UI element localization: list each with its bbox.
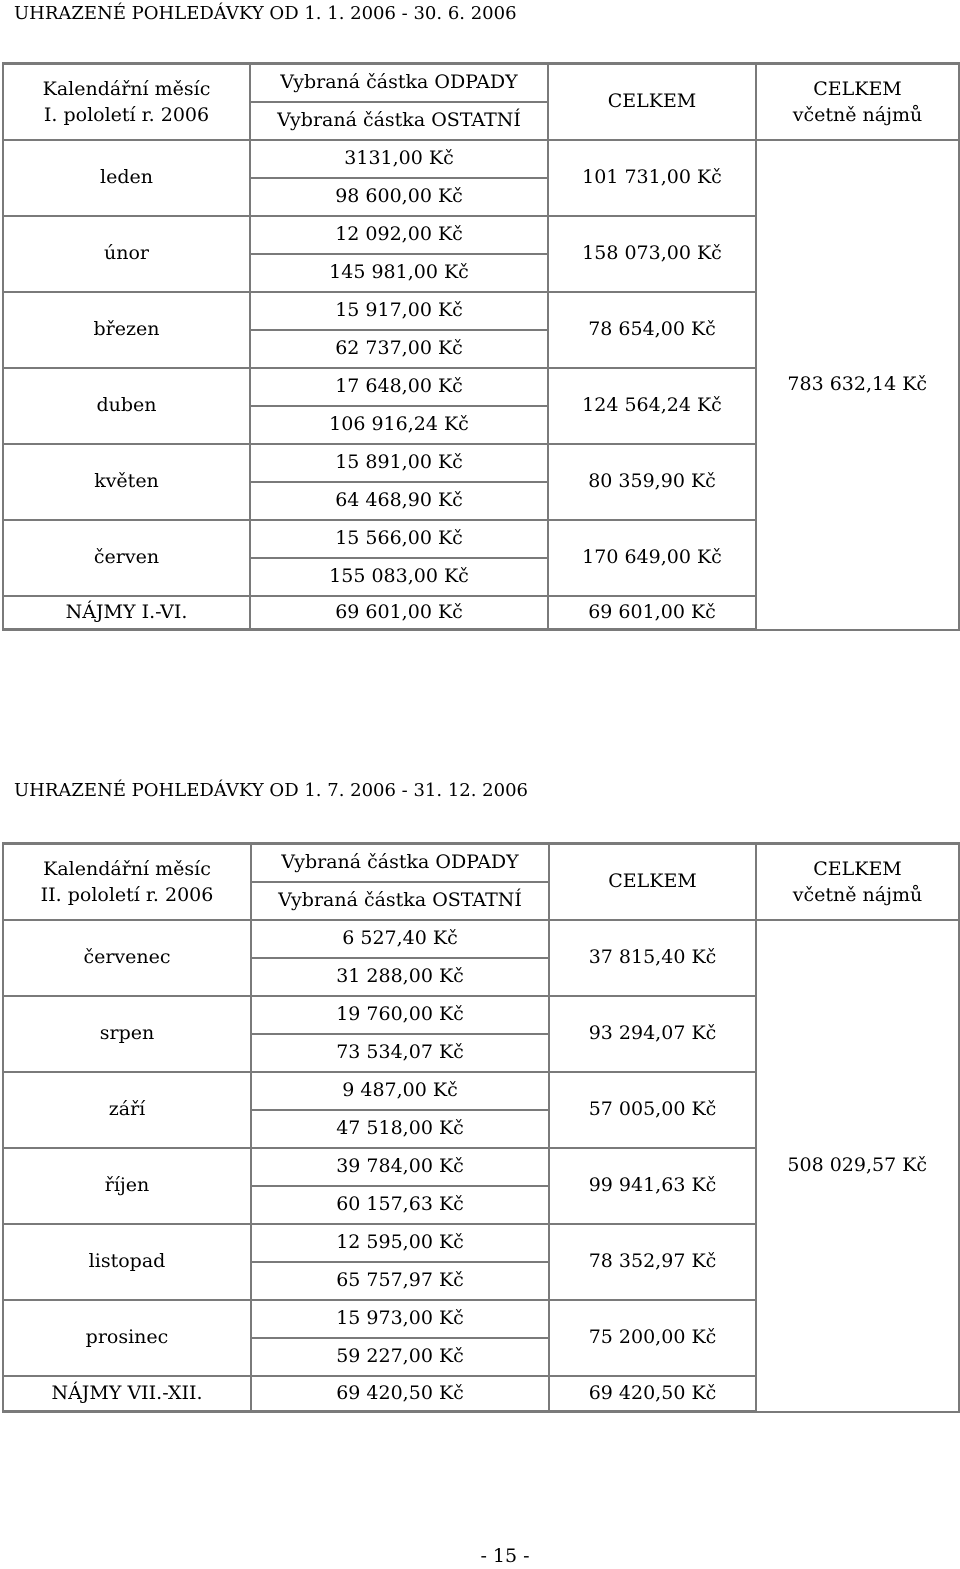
month-header-line1: Kalendářní měsíc (43, 857, 211, 880)
month-cell: duben (3, 368, 250, 444)
section-heading: UHRAZENÉ POHLEDÁVKY OD 1. 1. 2006 - 30. 6. 2006 (14, 3, 517, 24)
celkem-najmu-line2: včetně nájmů (792, 103, 923, 126)
celkem-najmu-header (756, 64, 959, 140)
month-cell: listopad (3, 1224, 251, 1300)
month-header-line2: I. pololetí r. 2006 (43, 103, 210, 126)
odpady-cell: 19 760,00 Kč (251, 996, 549, 1034)
ostatni-cell: 59 227,00 Kč (251, 1338, 549, 1376)
ostatni-cell: 73 534,07 Kč (251, 1034, 549, 1072)
celkem-najmu-line1: CELKEM (813, 857, 902, 880)
odpady-cell: 15 917,00 Kč (250, 292, 548, 330)
month-cell: červenec (3, 920, 251, 996)
celkem-cell: 57 005,00 Kč (549, 1072, 756, 1148)
celkem-cell: 93 294,07 Kč (549, 996, 756, 1072)
odpady-header: Vybraná částka ODPADY (250, 64, 548, 102)
page-number: - 15 - (480, 1545, 530, 1567)
ostatni-header: Vybraná částka OSTATNÍ (251, 882, 549, 920)
ostatni-cell: 64 468,90 Kč (250, 482, 548, 520)
rent-label: NÁJMY I.-VI. (3, 596, 250, 630)
rent-value: 69 601,00 Kč (250, 596, 548, 630)
celkem-cell: 101 731,00 Kč (548, 140, 756, 216)
odpady-cell: 3131,00 Kč (250, 140, 548, 178)
ostatni-cell: 62 737,00 Kč (250, 330, 548, 368)
celkem-cell: 80 359,90 Kč (548, 444, 756, 520)
header-row (3, 844, 959, 882)
ostatni-cell: 145 981,00 Kč (250, 254, 548, 292)
celkem-cell: 78 352,97 Kč (549, 1224, 756, 1300)
ostatni-cell: 65 757,97 Kč (251, 1262, 549, 1300)
rent-value: 69 420,50 Kč (251, 1376, 549, 1412)
celkem-cell: 124 564,24 Kč (548, 368, 756, 444)
celkem-header: CELKEM (548, 64, 756, 140)
celkem-najmu-line2: včetně nájmů (792, 883, 923, 906)
celkem-cell: 78 654,00 Kč (548, 292, 756, 368)
receivables-table-h2 (2, 842, 960, 1413)
rent-label: NÁJMY VII.-XII. (3, 1376, 251, 1412)
month-cell: leden (3, 140, 250, 216)
ostatni-cell: 47 518,00 Kč (251, 1110, 549, 1148)
month-header-cell (3, 844, 251, 920)
table-row (3, 140, 959, 178)
odpady-cell: 9 487,00 Kč (251, 1072, 549, 1110)
celkem-cell: 75 200,00 Kč (549, 1300, 756, 1376)
celkem-cell: 170 649,00 Kč (548, 520, 756, 596)
odpady-cell: 39 784,00 Kč (251, 1148, 549, 1186)
ostatni-cell: 60 157,63 Kč (251, 1186, 549, 1224)
table-row (3, 920, 959, 958)
rent-celkem: 69 420,50 Kč (549, 1376, 756, 1412)
odpady-cell: 15 566,00 Kč (250, 520, 548, 558)
month-cell: září (3, 1072, 251, 1148)
odpady-cell: 12 092,00 Kč (250, 216, 548, 254)
month-header-cell (3, 64, 250, 140)
odpady-header: Vybraná částka ODPADY (251, 844, 549, 882)
celkem-cell: 158 073,00 Kč (548, 216, 756, 292)
month-cell: říjen (3, 1148, 251, 1224)
header-row (3, 64, 959, 102)
ostatni-cell: 31 288,00 Kč (251, 958, 549, 996)
celkem-najmu-line1: CELKEM (813, 77, 902, 100)
month-cell: červen (3, 520, 250, 596)
grand-total-cell: 783 632,14 Kč (756, 140, 959, 630)
month-cell: srpen (3, 996, 251, 1072)
celkem-cell: 99 941,63 Kč (549, 1148, 756, 1224)
month-cell: prosinec (3, 1300, 251, 1376)
ostatni-header: Vybraná částka OSTATNÍ (250, 102, 548, 140)
grand-total-cell: 508 029,57 Kč (756, 920, 959, 1412)
ostatni-cell: 106 916,24 Kč (250, 406, 548, 444)
ostatni-cell: 98 600,00 Kč (250, 178, 548, 216)
ostatni-cell: 155 083,00 Kč (250, 558, 548, 596)
month-cell: květen (3, 444, 250, 520)
celkem-cell: 37 815,40 Kč (549, 920, 756, 996)
celkem-header: CELKEM (549, 844, 756, 920)
rent-celkem: 69 601,00 Kč (548, 596, 756, 630)
section-heading: UHRAZENÉ POHLEDÁVKY OD 1. 7. 2006 - 31. 12. 2006 (14, 780, 528, 801)
month-header-line2: II. pololetí r. 2006 (40, 883, 214, 906)
month-cell: březen (3, 292, 250, 368)
odpady-cell: 12 595,00 Kč (251, 1224, 549, 1262)
odpady-cell: 6 527,40 Kč (251, 920, 549, 958)
odpady-cell: 17 648,00 Kč (250, 368, 548, 406)
month-header-line1: Kalendářní měsíc (42, 77, 211, 100)
odpady-cell: 15 891,00 Kč (250, 444, 548, 482)
month-cell: únor (3, 216, 250, 292)
odpady-cell: 15 973,00 Kč (251, 1300, 549, 1338)
celkem-najmu-header (756, 844, 959, 920)
receivables-table-h1 (2, 62, 960, 631)
